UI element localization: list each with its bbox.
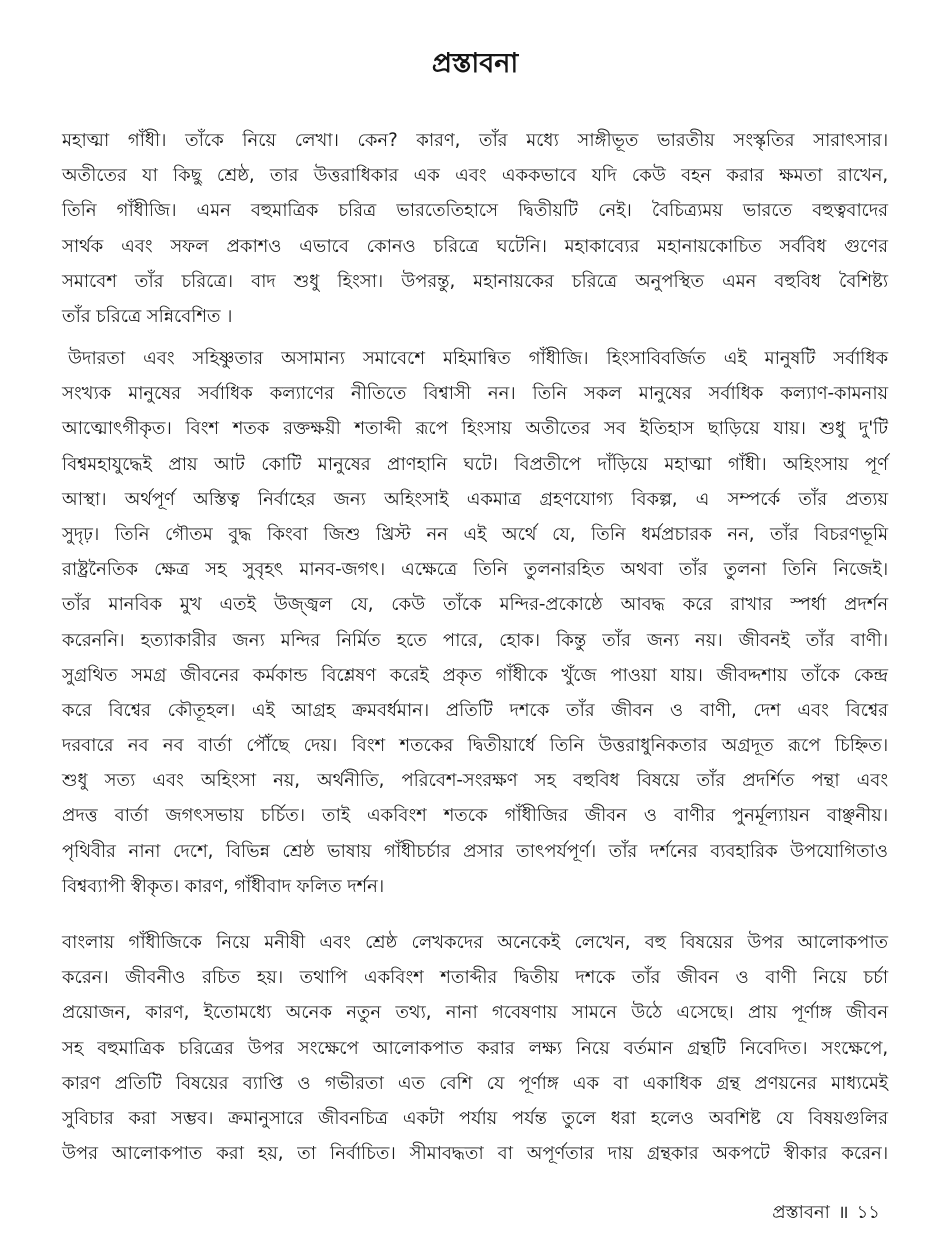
text-line: করেন। জীবনীও রচিত হয়। তথাপি একবিংশ শতাব্দীর দ্বিতীয় দশকে তাঁর জীবন ও বাণী নিয়ে চর্চা <box>62 967 888 989</box>
text-line: তিনি গাঁধীজি। এমন বহুমাত্রিক চরিত্র ভারতেতিহাসে দ্বিতীয়টি নেই। বৈচিত্র্যময় ভারতে বহুত্ববাদের <box>62 200 888 222</box>
page-number: ১১ <box>856 1202 880 1223</box>
text-line: মহাত্মা গাঁধী। তাঁকে নিয়ে লেখা। কেন? কারণ, তাঁর মধ্যে সাঙ্গীভূত ভারতীয় সংস্কৃতির সারাৎসার। <box>62 130 888 151</box>
text-line: সমাবেশ তাঁর চরিত্রে। বাদ শুধু হিংসা। উপরন্তু, মহানায়কের চরিত্রে অনুপস্থিত এমন বহুবিধ বৈশিষ্ট্য <box>62 270 888 292</box>
paragraph-3 <box>62 925 888 1171</box>
text-line: রাষ্ট্রনৈতিক ক্ষেত্র সহ সুবৃহৎ মানব-জগৎ। এক্ষেত্রে তিনি তুলনারহিত অথবা তাঁর তুলনা তিনি নিজেই। <box>62 559 888 581</box>
footer-separator: ॥ <box>837 1202 849 1223</box>
text-line: সুদৃঢ়। তিনি গৌতম বুদ্ধ কিংবা জিশু খ্রিস্ট নন এই অর্থে যে, তিনি ধর্মপ্রচারক নন, তাঁর বিচরণভূমি <box>62 523 888 545</box>
text-line: করেননি। হত্যাকারীর জন্য মন্দির নির্মিত হতে পারে, হোক। কিন্তু তাঁর জন্য নয়। জীবনই তাঁর বাণী। <box>62 629 888 651</box>
text-line: বিশ্বমহাযুদ্ধেই প্রায় আট কোটি মানুষের প্রাণহানি ঘটে। বিপ্রতীপে দাঁড়িয়ে মহাত্মা গাঁধী। অহিংসায় পূর্ণ <box>62 453 888 475</box>
page-title: প্রস্তাবনা <box>431 48 519 80</box>
text-line: দরবারে নব নব বার্তা পৌঁছে দেয়। বিংশ শতকের দ্বিতীয়ার্ধে তিনি উত্তরাধুনিকতার অগ্রদূত রূপে চিহ্নিত। <box>62 735 888 757</box>
text-line: আস্থা। অর্থপূর্ণ অস্তিত্ব নির্বাহের জন্য অহিংসাই একমাত্র গ্রহণযোগ্য বিকল্প, এ সম্পর্কে তাঁর প্রত্যয় <box>62 488 888 510</box>
text-line: সুবিচার করা সম্ভব। ক্রমানুসারে জীবনচিত্র একটা পর্যায় পর্যন্ত তুলে ধরা হলেও অবশিষ্ট যে বিষয়গুলির <box>62 1107 888 1129</box>
text-line: আত্মোৎগীকৃত। বিংশ শতক রক্তক্ষয়ী শতাব্দী রূপে হিংসায় অতীতের সব ইতিহাস ছাড়িয়ে যায়। শুধু দু'টি <box>62 418 888 440</box>
text-line: সুগ্রথিত সমগ্র জীবনের কর্মকান্ড বিশ্লেষণ করেই প্রকৃত গাঁধীকে খুঁজে পাওয়া যায়। জীবদ্দশায় তাঁকে কেন্দ্র <box>62 664 888 686</box>
paragraph-1 <box>62 123 888 334</box>
text-line: বিশ্বব্যাপী স্বীকৃত। কারণ, গাঁধীবাদ ফলিত দর্শন। <box>62 875 385 897</box>
text-line: উপর আলোকপাত করা হয়, তা নির্বাচিত। সীমাবদ্ধতা বা অপূর্ণতার দায় গ্রন্থকার অকপটে স্বীকার করেন। <box>62 1143 888 1165</box>
text-line: করে বিশ্বের কৌতূহল। এই আগ্রহ ক্রমবর্ধমান। প্রতিটি দশকে তাঁর জীবন ও বাণী, দেশ এবং বিশ্বের <box>62 699 888 721</box>
paragraph-2 <box>62 341 888 904</box>
text-line: সহ বহুমাত্রিক চরিত্রের উপর সংক্ষেপে আলোকপাত করার লক্ষ্য নিয়ে বর্তমান গ্রন্থটি নিবেদিত। সংক্ষেপে, <box>62 1037 888 1059</box>
text-line: সংখ্যক মানুষের সর্বাধিক কল্যাণের নীতিতে বিশ্বাসী নন। তিনি সকল মানুষের সর্বাধিক কল্যাণ-কামনায় <box>62 383 888 405</box>
text-line: তাঁর মানবিক মুখ এতই উজ্জ্বল যে, কেউ তাঁকে মন্দির-প্রকোষ্ঠে আবদ্ধ করে রাখার স্পর্ধা প্রদর্শন <box>62 594 888 616</box>
text-line: অতীতের যা কিছু শ্রেষ্ঠ, তার উত্তরাধিকার এক এবং এককভাবে যদি কেউ বহন করার ক্ষমতা রাখেন, <box>62 165 888 187</box>
text-line: কারণ প্রতিটি বিষয়ের ব্যাপ্তি ও গভীরতা এত বেশি যে পূর্ণাঙ্গ এক বা একাধিক গ্রন্থ প্রণয়নের মাধ্যমেই <box>62 1072 888 1094</box>
text-line: প্রদত্ত বার্তা জগৎসভায় চর্চিত। তাই একবিংশ শতকে গাঁধীজির জীবন ও বাণীর পুনর্মূল্যায়ন বাঞ্ছনীয়। <box>62 805 888 827</box>
text-line: শুধু সত্য এবং অহিংসা নয়, অর্থনীতি, পরিবেশ-সংরক্ষণ সহ বহুবিধ বিষয়ে তাঁর প্রদর্শিত পন্থা এবং <box>62 770 888 792</box>
text-line: পৃথিবীর নানা দেশে, বিভিন্ন শ্রেষ্ঠ ভাষায় গাঁধীচর্চার প্রসার তাৎপর্যপূর্ণ। তাঁর দর্শনের ব্যবহারিক উপযোগিতাও <box>62 840 888 862</box>
running-title: প্রস্তাবনা <box>772 1202 830 1223</box>
text-line: তাঁর চরিত্রে সন্নিবেশিত । <box>62 305 233 327</box>
text-line: বাংলায় গাঁধীজিকে নিয়ে মনীষী এবং শ্রেষ্ঠ লেখকদের অনেকেই লেখেন, বহু বিষয়ের উপর আলোকপাত <box>62 932 888 953</box>
text-line: উদারতা এবং সহিষ্ণুতার অসামান্য সমাবেশে মহিমান্বিত গাঁধীজি। হিংসাবিবর্জিত এই মানুষটি সর্বাধিক <box>68 348 888 369</box>
text-line: সার্থক এবং সফল প্রকাশও এভাবে কোনও চরিত্রে ঘটেনি। মহাকাব্যের মহানায়কোচিত সর্ববিধ গুণের <box>62 235 888 257</box>
text-line: প্রয়োজন, কারণ, ইতোমধ্যে অনেক নতুন তথ্য, নানা গবেষণায় সামনে উঠে এসেছে। প্রায় পূর্ণাঙ্গ জীবন <box>62 1002 888 1024</box>
page-footer <box>772 1199 880 1227</box>
